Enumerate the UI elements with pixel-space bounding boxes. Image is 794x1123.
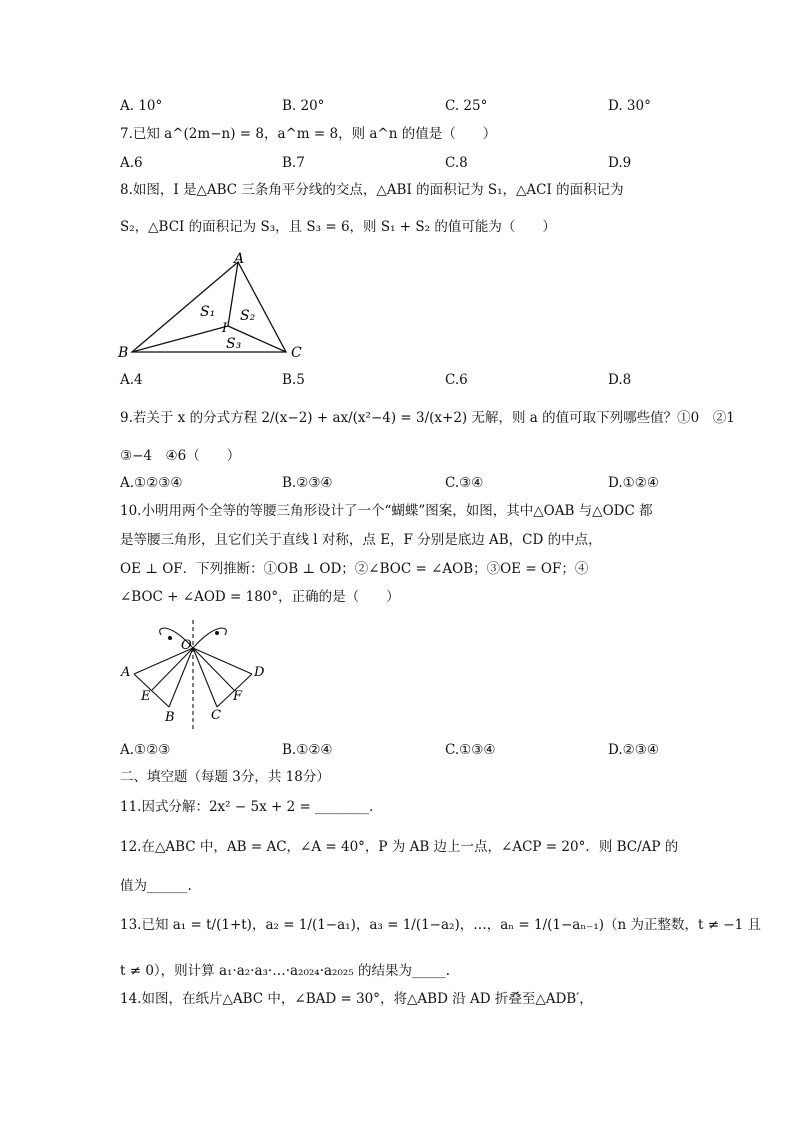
q7-stem: 7.已知 a^(2m−n) = 8，a^m = 8，则 a^n 的值是（ ） xyxy=(120,126,497,142)
label-s2: S₂ xyxy=(240,308,256,324)
q7-option-a[interactable]: A.6 xyxy=(120,155,143,171)
q10-option-c[interactable]: C.①③④ xyxy=(445,742,496,758)
q9-line-2: ③−4 ④6（ ） xyxy=(120,448,241,464)
label-f: F xyxy=(233,689,243,704)
antenna-dot-right xyxy=(215,631,219,635)
label-s1: S₁ xyxy=(200,304,216,320)
bisector-ai xyxy=(228,262,238,326)
q8-option-a[interactable]: A.4 xyxy=(120,372,143,388)
label-a: A xyxy=(121,665,131,680)
q8-option-c[interactable]: C.6 xyxy=(445,372,468,388)
q10-line-2: 是等腰三角形，且它们关于直线 l 对称，点 E，F 分别是底边 AB，CD 的中点， xyxy=(120,532,602,548)
q13-line-2: t ≠ 0），则计算 a₁·a₂·a₃·…·a₂₀₂₄·a₂₀₂₅ 的结果为_____. xyxy=(120,963,451,979)
segment-ab xyxy=(134,674,169,707)
q6-option-b[interactable]: B. 20° xyxy=(282,98,325,114)
label-a: A xyxy=(234,251,245,267)
label-d: D xyxy=(254,665,265,680)
q7-option-c[interactable]: C.8 xyxy=(445,155,468,171)
q13-line-1: 13.已知 a₁ = t/(1+t)，a₂ = 1/(1−a₁)，a₃ = 1/(1−a₂)，…，aₙ = 1/(1−aₙ₋₁)（n 为正整数，t ≠ −1 且 xyxy=(120,917,761,933)
q6-option-c[interactable]: C. 25° xyxy=(445,98,488,114)
q8-option-b[interactable]: B.5 xyxy=(282,372,305,388)
q12-line-1: 12.在△ABC 中，AB = AC，∠A = 40°，P 为 AB 边上一点，∠ACP = 20°．则 BC/AP 的 xyxy=(120,839,679,855)
q9-option-c[interactable]: C.③④ xyxy=(445,475,484,491)
label-s3: S₃ xyxy=(226,336,242,352)
q7-option-b[interactable]: B.7 xyxy=(282,155,305,171)
label-c: C xyxy=(211,708,221,723)
label-b: B xyxy=(118,345,129,361)
q9-option-d[interactable]: D.①②④ xyxy=(608,475,659,491)
q9-option-b[interactable]: B.②③④ xyxy=(282,475,333,491)
segment-oe xyxy=(152,648,193,690)
q8-line-2: S₂，△BCI 的面积记为 S₃，且 S₃ = 6，则 S₁ + S₂ 的值可能为（ ） xyxy=(120,219,556,235)
q10-line-4: ∠BOC + ∠AOD = 180°，正确的是（ ） xyxy=(120,589,400,605)
q12-line-2: 值为______. xyxy=(120,878,192,894)
q10-option-a[interactable]: A.①②③ xyxy=(120,742,171,758)
q8-line-1: 8.如图，I 是△ABC 三条角平分线的交点，△ABI 的面积记为 S₁，△ACI 的面积记为 xyxy=(120,182,624,198)
q10-line-3: OE ⊥ OF．下列推断：①OB ⊥ OD；②∠BOC = ∠AOB；③OE = OF；④ xyxy=(120,561,589,577)
label-e: E xyxy=(141,689,151,704)
antenna-dot-left xyxy=(168,636,172,640)
q14-line-1: 14.如图，在纸片△ABC 中，∠BAD = 30°，将△ABD 沿 AD 折叠至△ADB′， xyxy=(120,991,593,1007)
q7-option-d[interactable]: D.9 xyxy=(608,155,632,171)
label-c: C xyxy=(291,345,302,361)
q10-option-d[interactable]: D.②③④ xyxy=(608,742,659,758)
q6-option-d[interactable]: D. 30° xyxy=(608,98,651,114)
label-i: I xyxy=(222,321,228,336)
antenna-right xyxy=(193,628,226,648)
q11-text: 11.因式分解：2x² − 5x + 2 = ________. xyxy=(120,799,374,815)
label-o: O xyxy=(181,638,192,653)
section-2-heading: 二、填空题（每题 3分，共 18分） xyxy=(120,769,330,785)
segment-of xyxy=(193,648,234,690)
q9-line-1: 9.若关于 x 的分式方程 2/(x−2) + ax/(x²−4) = 3/(x+2) 无解，则 a 的值可取下列哪些值？①0 ②1 xyxy=(120,410,735,426)
q9-option-a[interactable]: A.①②③④ xyxy=(120,475,183,491)
q10-butterfly-figure xyxy=(115,618,275,733)
label-b: B xyxy=(165,710,175,725)
q10-option-b[interactable]: B.①②④ xyxy=(282,742,333,758)
q6-option-a[interactable]: A. 10° xyxy=(120,98,163,114)
q10-line-1: 10.小明用两个全等的等腰三角形设计了一个“蝴蝶”图案，如图，其中△OAB 与△ODC 都 xyxy=(120,503,653,519)
q8-triangle-figure xyxy=(110,248,310,364)
q8-option-d[interactable]: D.8 xyxy=(608,372,632,388)
